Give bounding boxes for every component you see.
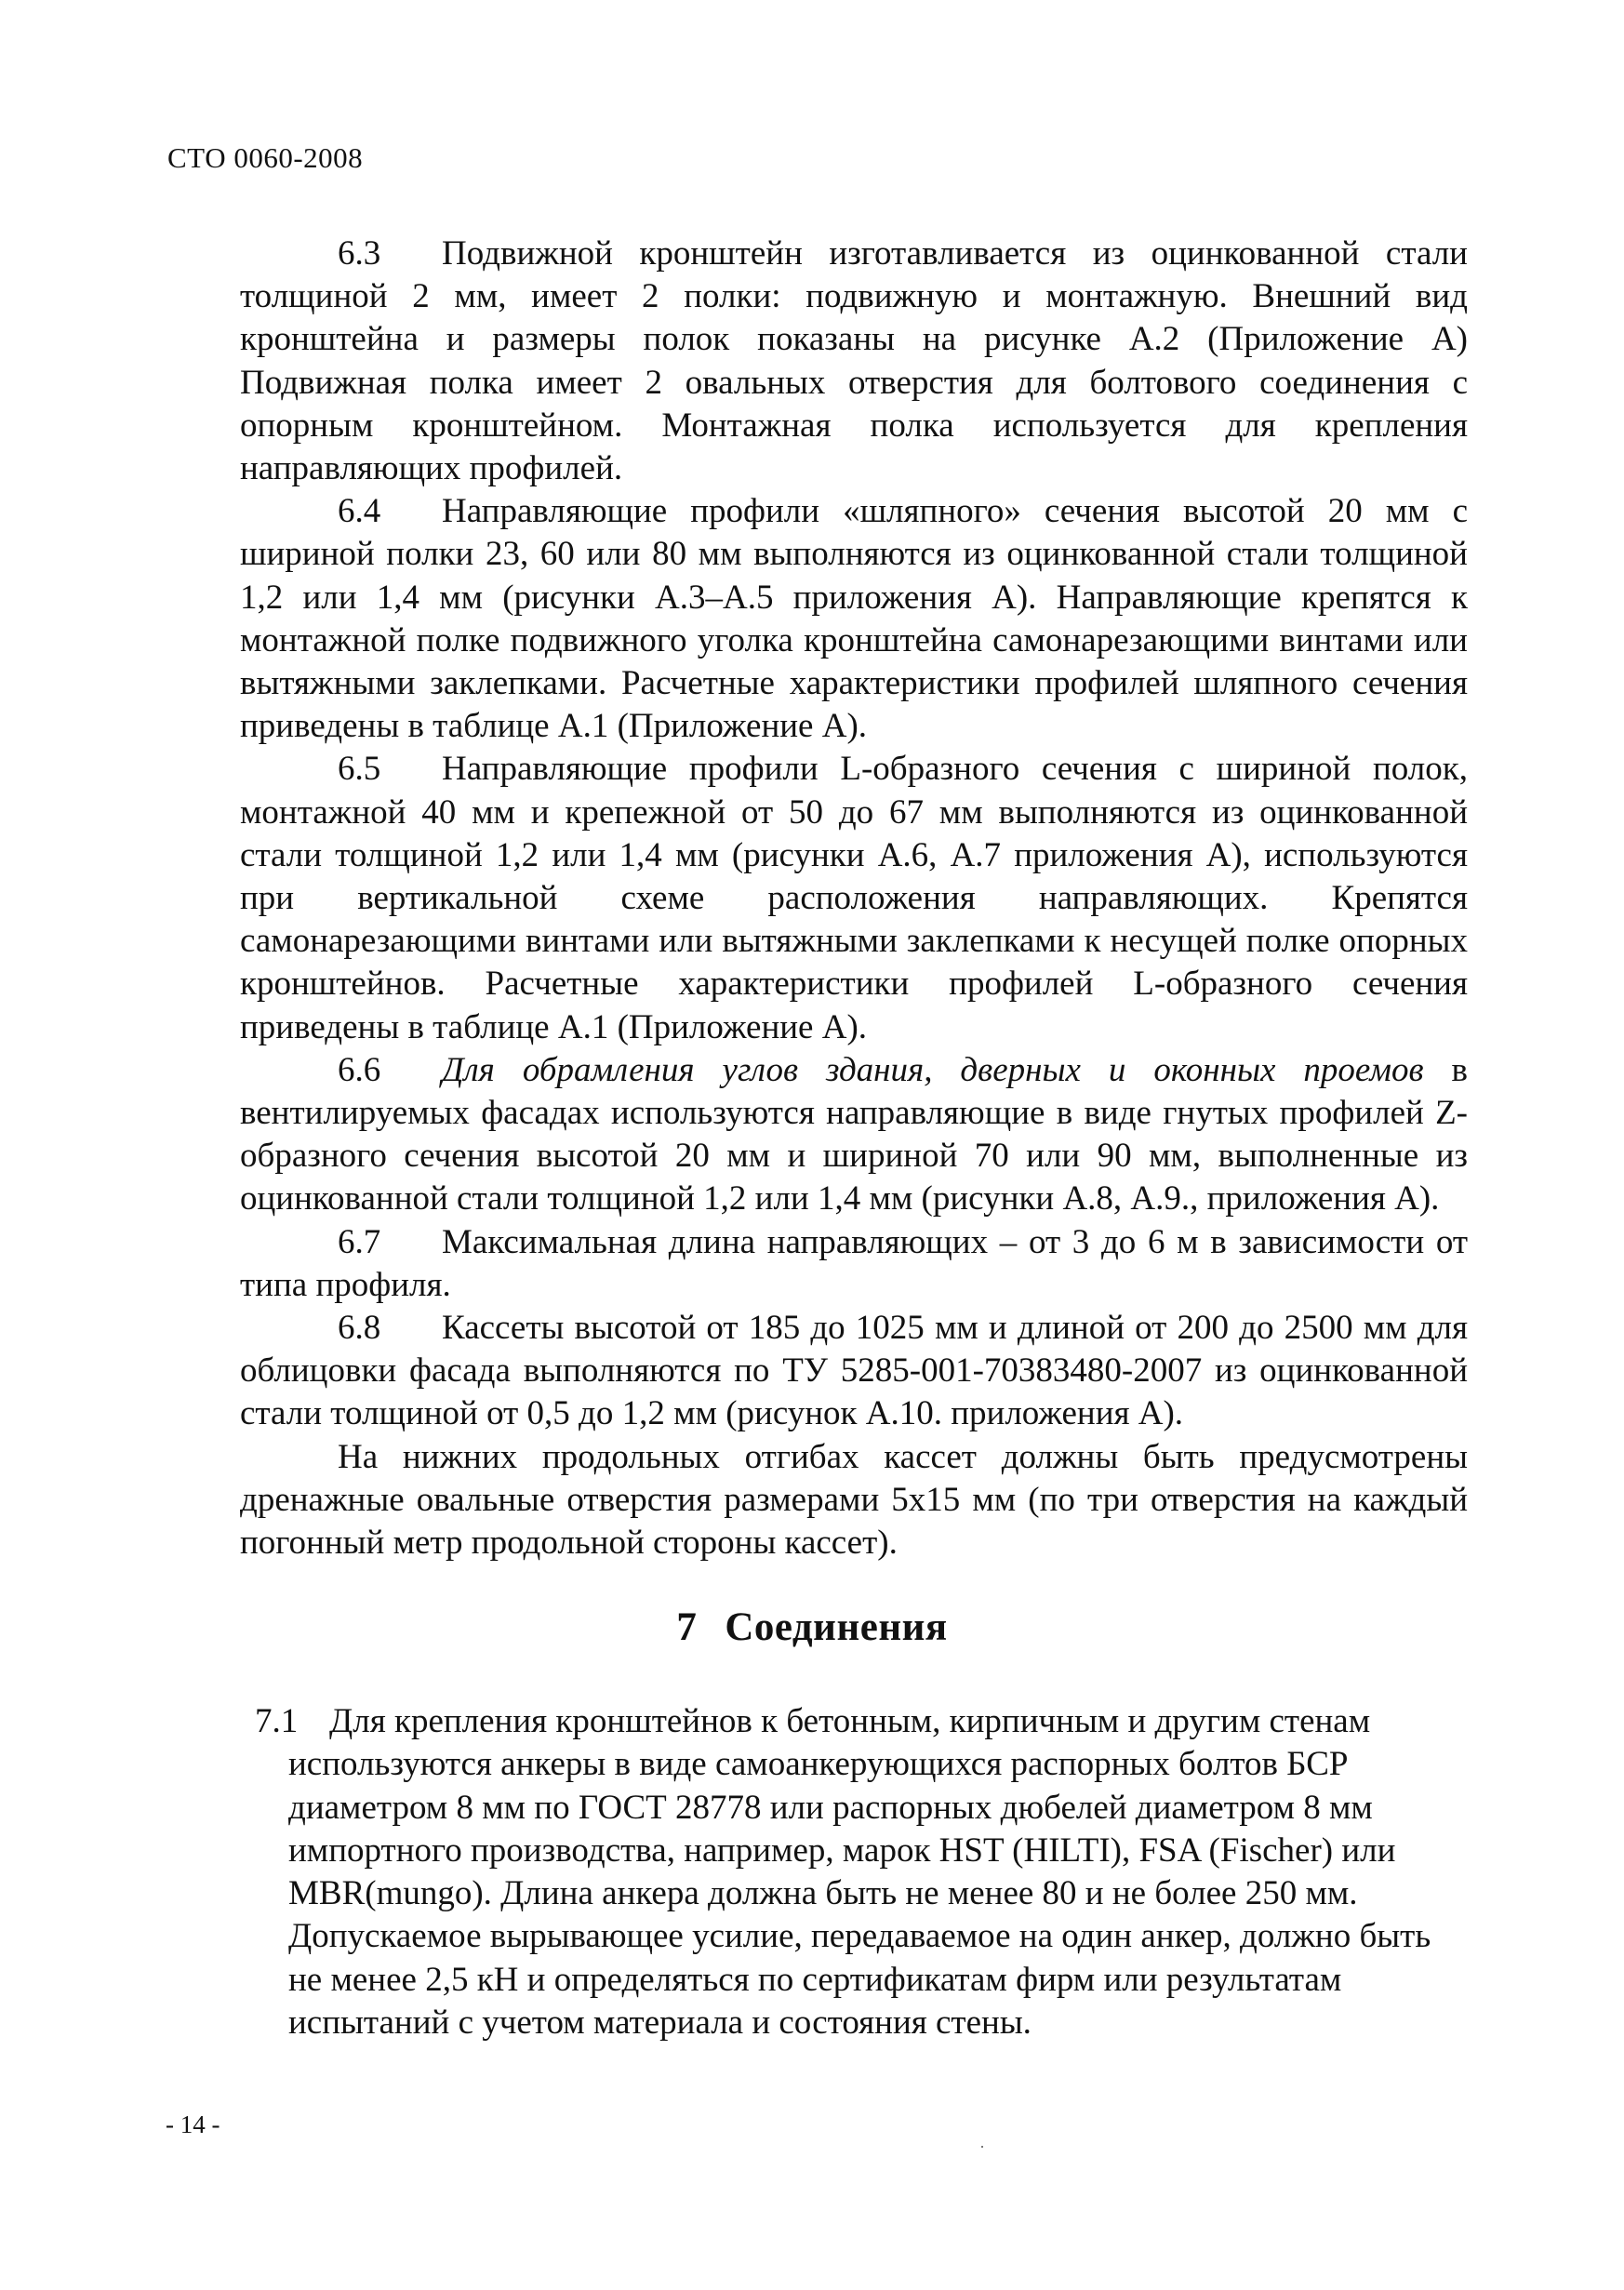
paragraph-6-3 [240, 233, 1468, 490]
clause-continuation: используются анкеры в виде самоанкерующихся распорных болтов БСР диаметром 8 мм по ГОСТ 28778 или распорных дюбелей диаметром 8 мм импортного производства, например, марок HST (HILTI), FSA (Fischer) или MBR(mungo). Длина анкера должна быть не менее 80 и не более 250 мм. Допускаемое вырывающее усилие, передаваемое на один анкер, должно быть не менее 2,5 кН и определяться по сертификатам фирм или результатам испытаний с учетом материала и состояния стены. [288, 1745, 1431, 2043]
paragraph-text: Направляющие профили «шляпного» сечения высотой 20 мм с шириной полки 23, 60 или 80 мм выполняются из оцинкованной стали толщиной 1,2 или 1,4 мм (рисунки А.3–А.5 приложения А). Направляющие крепятся к монтажной полке подвижного уголка кронштейна самонарезающими винтами или вытяжными заклепками. Расчетные характеристики профилей шляпного сечения приведены в таблице А.1 (Приложение А). [240, 492, 1468, 746]
document-code-header: СТО 0060-2008 [167, 141, 364, 174]
paragraph-text: На нижних продольных отгибах кассет должны быть предусмотрены дренажные овальные отверстия размерами 5х15 мм (по три отверстия на каждый погонный метр продольной стороны кассет). [240, 1437, 1468, 1563]
paragraph-text: Кассеты высотой от 185 до 1025 мм и длиной от 200 до 2500 мм для облицовки фасада выполняются по ТУ 5285-001-70383480-2007 из оцинкованной стали толщиной от 0,5 до 1,2 мм (рисунок А.10. приложения А). [240, 1309, 1468, 1433]
clause-number: 7.1 [255, 1702, 299, 1740]
paragraph-6-6 [240, 1049, 1468, 1221]
paragraph-italic-lead: Для обрамления углов здания, дверных и оконных проемов [442, 1050, 1424, 1089]
paragraph-text: Направляющие профили L-образного сечения с шириной полок, монтажной 40 мм и крепежной от 50 до 67 мм выполняются из оцинкованной стали толщиной 1,2 или 1,4 мм (рисунки А.6, А.7 приложения А), используются при вертикальной схеме расположения направляющих. Крепятся самонарезающими винтами или вытяжными заклепками к несущей полке опорных кронштейнов. Расчетные характеристики профилей L-образного сечения приведены в таблице А.1 (Приложение А). [240, 750, 1468, 1046]
paragraph-number: 6.5 [338, 750, 381, 789]
section-title: Соединения [725, 1605, 948, 1649]
section-6-body [240, 233, 1468, 1564]
paragraph-text: Подвижной кронштейн изготавливается из оцинкованной стали толщиной 2 мм, имеет 2 полки: подвижную и монтажную. Внешний вид кронштейна и размеры полок показаны на рисунке А.2 (Приложение А) Подвижная полка имеет 2 овальных отверстия для болтового соединения с опорным кронштейном. Монтажная полка используется для крепления направляющих профилей. [240, 234, 1468, 488]
paragraph-6-8 [240, 1307, 1468, 1436]
section-heading [0, 1602, 1624, 1654]
paragraph-6-8-drainage [240, 1436, 1468, 1565]
paragraph-number: 6.7 [338, 1222, 381, 1261]
clause-7-1 [255, 1700, 1451, 2044]
paragraph-number: 6.8 [338, 1309, 381, 1348]
scan-speck [981, 2146, 983, 2148]
paragraph-text: в вентилируемых фасадах используются направляющие в виде гнутых профилей Z-образного сечения высотой 20 мм и шириной 70 или 90 мм, выполненные из оцинкованной стали толщиной 1,2 или 1,4 мм (рисунки А.8, А.9., приложения А). [240, 1050, 1468, 1218]
clause-first-line [255, 1700, 1451, 1743]
clause-lead-text: Для крепления кронштейнов к бетонным, кирпичным и другим стенам [329, 1702, 1371, 1740]
paragraph-number: 6.4 [338, 492, 381, 531]
paragraph-text: Максимальная длина направляющих – от 3 до 6 м в зависимости от типа профиля. [240, 1222, 1468, 1304]
paragraph-6-7 [240, 1221, 1468, 1307]
section-number: 7 [676, 1605, 698, 1649]
page-number: - 14 - [166, 2110, 220, 2138]
paragraph-6-5 [240, 748, 1468, 1048]
paragraph-number: 6.3 [338, 234, 381, 273]
paragraph-number: 6.6 [338, 1050, 381, 1089]
paragraph-6-4 [240, 490, 1468, 748]
